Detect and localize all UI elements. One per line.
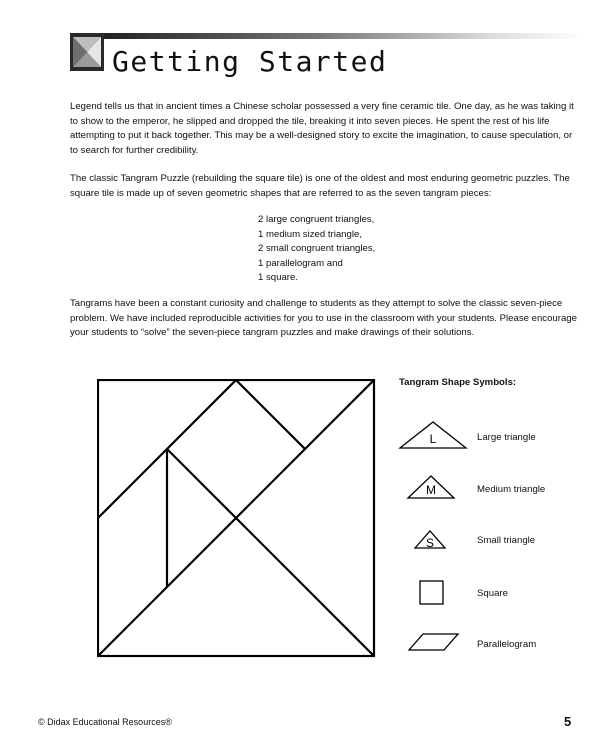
medium-triangle-icon [398, 473, 470, 503]
legend-label: Large triangle [477, 432, 536, 443]
legend-item-parallelogram [398, 631, 578, 663]
tangram-square-diagram [97, 379, 377, 659]
legend-item-large-triangle [398, 420, 578, 452]
tangram-parallelogram-edge [236, 380, 305, 449]
legend-label: Square [477, 588, 508, 599]
tangram-square-edge-right [167, 449, 236, 518]
list-item: 1 medium sized triangle, [258, 228, 362, 240]
intro-paragraph-legend: Legend tells us that in ancient times a Chinese scholar possessed a very fine ceramic tile. One day, as he was taking it to show to the emperor, he slipped and dropped the tile, breaking it into seven pieces. He spent the rest of his life attempting to put it back together. This may be a well-designed story to excite the imagination, to cause speculation, or to search for further credibility. [70, 101, 574, 156]
symbol-letter: M [426, 483, 436, 497]
symbol-letter: S [425, 536, 435, 550]
square-icon [398, 579, 470, 609]
legend-item-medium-triangle [398, 473, 578, 505]
tangram-half-diagonal [236, 518, 374, 656]
small-triangle-icon [398, 527, 470, 557]
legend-item-small-triangle [398, 527, 578, 559]
page-header [70, 33, 580, 77]
legend-label: Parallelogram [477, 639, 537, 650]
legend-label: Small triangle [477, 535, 536, 546]
tangram-logo-icon [70, 33, 104, 71]
list-item: 2 small congruent triangles, [258, 243, 376, 255]
legend-title: Tangram Shape Symbols: [399, 377, 517, 388]
intro-paragraph-classic-puzzle: The classic Tangram Puzzle (rebuilding the square tile) is one of the oldest and most enduring geometric puzzles. The square tile is made up of seven geometric shapes that are referred to as the seven tangram pieces: [70, 173, 570, 199]
legend-label: Medium triangle [477, 484, 546, 495]
list-item: 2 large congruent triangles, [258, 214, 375, 225]
intro-paragraph-activities: Tangrams have been a constant curiosity and challenge to students as they attempt to solve the classic seven-piece problem. We have included reproducible activities for you to use in the classroom with your students. Please encourage your students to “solve” the seven-piece tangram puzzles and make drawings of their solutions. [70, 298, 577, 339]
list-item: 1 parallelogram and [258, 257, 343, 269]
header-gradient-bar [104, 33, 580, 39]
page-title: Getting Started [112, 45, 388, 78]
page-number: 5 [564, 714, 572, 729]
list-item: 1 square. [258, 272, 299, 284]
footer-copyright: © Didax Educational Resources® [38, 717, 172, 727]
tangram-pieces-list [258, 213, 375, 286]
symbol-letter: L [429, 432, 437, 446]
parallelogram-icon [398, 631, 470, 661]
legend-item-square [398, 579, 578, 611]
large-triangle-icon [398, 420, 470, 450]
